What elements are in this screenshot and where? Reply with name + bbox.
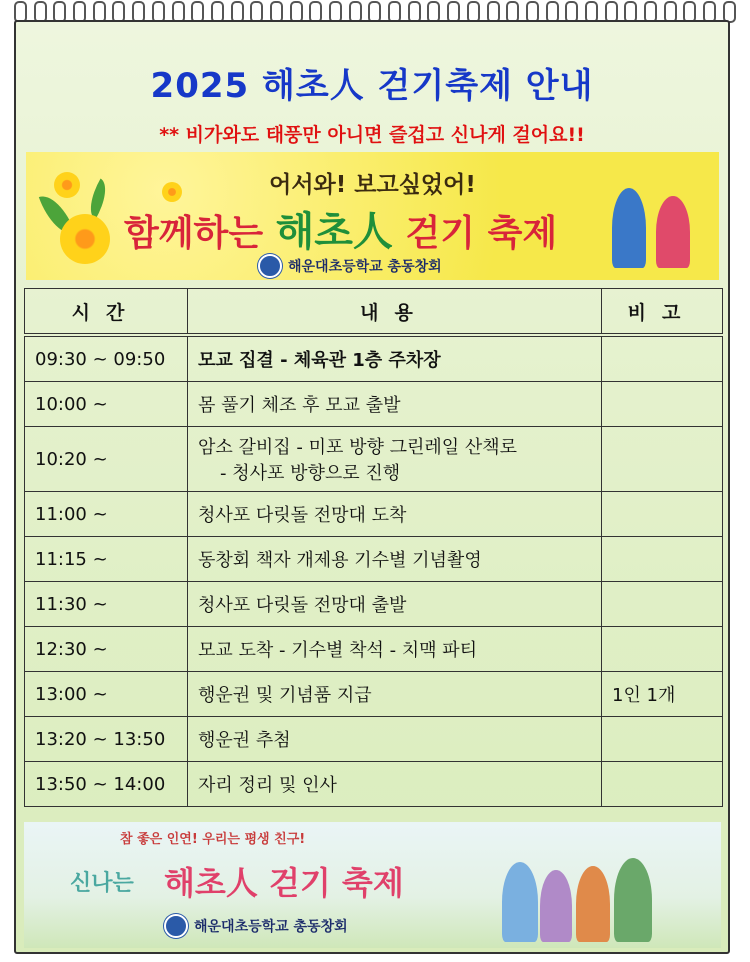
banner-headline-suffix: 걷기 축제 [405,213,558,254]
note-cell: 1인 1개 [602,672,723,717]
child-illustration [656,196,690,268]
table-row [25,537,723,582]
note-cell [602,627,723,672]
time-cell: 10:00 ~ [25,382,188,427]
table-row [25,427,723,492]
table-row [25,627,723,672]
family-illustration [502,862,538,942]
header-time: 시간 [25,289,188,336]
table-row [25,672,723,717]
content-line: 암소 갈비집 - 미포 방향 그린레일 산책로 [198,437,518,458]
footer-school [164,914,348,938]
family-illustration [614,858,652,942]
table-row [25,717,723,762]
content-cell: 행운권 및 기념품 지급 [188,672,602,717]
content-cell: 행운권 추첨 [188,717,602,762]
header-content: 내용 [188,289,602,336]
content-cell: 몸 풀기 체조 후 모교 출발 [188,382,602,427]
table-header-row [25,289,723,336]
time-cell: 13:50 ~ 14:00 [25,762,188,807]
page-title: 2025 해초人 걷기축제 안내 [150,66,594,106]
table-row [25,382,723,427]
child-illustration [612,188,646,268]
time-cell: 11:00 ~ [25,492,188,537]
header-note: 비고 [602,289,723,336]
schedule-table [24,288,723,807]
footer-school-name: 해운대초등학교 총동창회 [194,919,348,935]
content-cell: 모교 도착 - 기수별 착석 - 치맥 파티 [188,627,602,672]
table-row [25,335,723,382]
note-cell [602,492,723,537]
note-cell [602,762,723,807]
note-cell [602,382,723,427]
school-emblem-icon [258,254,282,278]
time-cell: 12:30 ~ [25,627,188,672]
banner-greeting: 어서와! 보고싶었어! [269,172,476,198]
table-row [25,762,723,807]
footer-banner [24,822,721,948]
time-cell: 11:30 ~ [25,582,188,627]
time-cell: 13:00 ~ [25,672,188,717]
footer-tagline: 참 좋은 인연! 우리는 평생 친구! [120,832,306,847]
note-cell [602,427,723,492]
table-row [25,492,723,537]
time-cell: 11:15 ~ [25,537,188,582]
banner-headline-prefix: 함께하는 [124,213,264,254]
content-cell: 청사포 다릿돌 전망대 출발 [188,582,602,627]
note-cell [602,717,723,762]
footer-headline: 해초人 걷기 축제 [164,864,404,902]
note-cell [602,537,723,582]
note-cell [602,335,723,382]
content-cell [188,427,602,492]
table-row [25,582,723,627]
time-cell: 13:20 ~ 13:50 [25,717,188,762]
banner-school [258,254,442,278]
banner-school-name: 해운대초등학교 총동창회 [288,259,442,275]
content-cell: 동창회 책자 개제용 기수별 기념촬영 [188,537,602,582]
footer-prefix: 신나는 [70,871,134,896]
note-cell [602,582,723,627]
festival-banner [26,152,719,280]
page-subtitle: ** 비가와도 태풍만 아니면 즐겁고 신나게 걸어요!! [159,124,585,146]
content-cell: 청사포 다릿돌 전망대 도착 [188,492,602,537]
notice-page [14,20,730,954]
family-illustration [540,870,572,942]
banner-headline-accent: 해초人 [275,209,393,255]
family-illustration [576,866,610,942]
time-cell: 09:30 ~ 09:50 [25,335,188,382]
spiral-binding [0,0,750,22]
content-line: - 청사포 방향으로 진행 [220,463,401,484]
content-cell: 자리 정리 및 인사 [188,762,602,807]
school-emblem-icon [164,914,188,938]
banner-headline [124,200,557,257]
content-cell: 모교 집결 - 체육관 1층 주차장 [188,335,602,382]
time-cell: 10:20 ~ [25,427,188,492]
flower-icon [60,214,110,264]
